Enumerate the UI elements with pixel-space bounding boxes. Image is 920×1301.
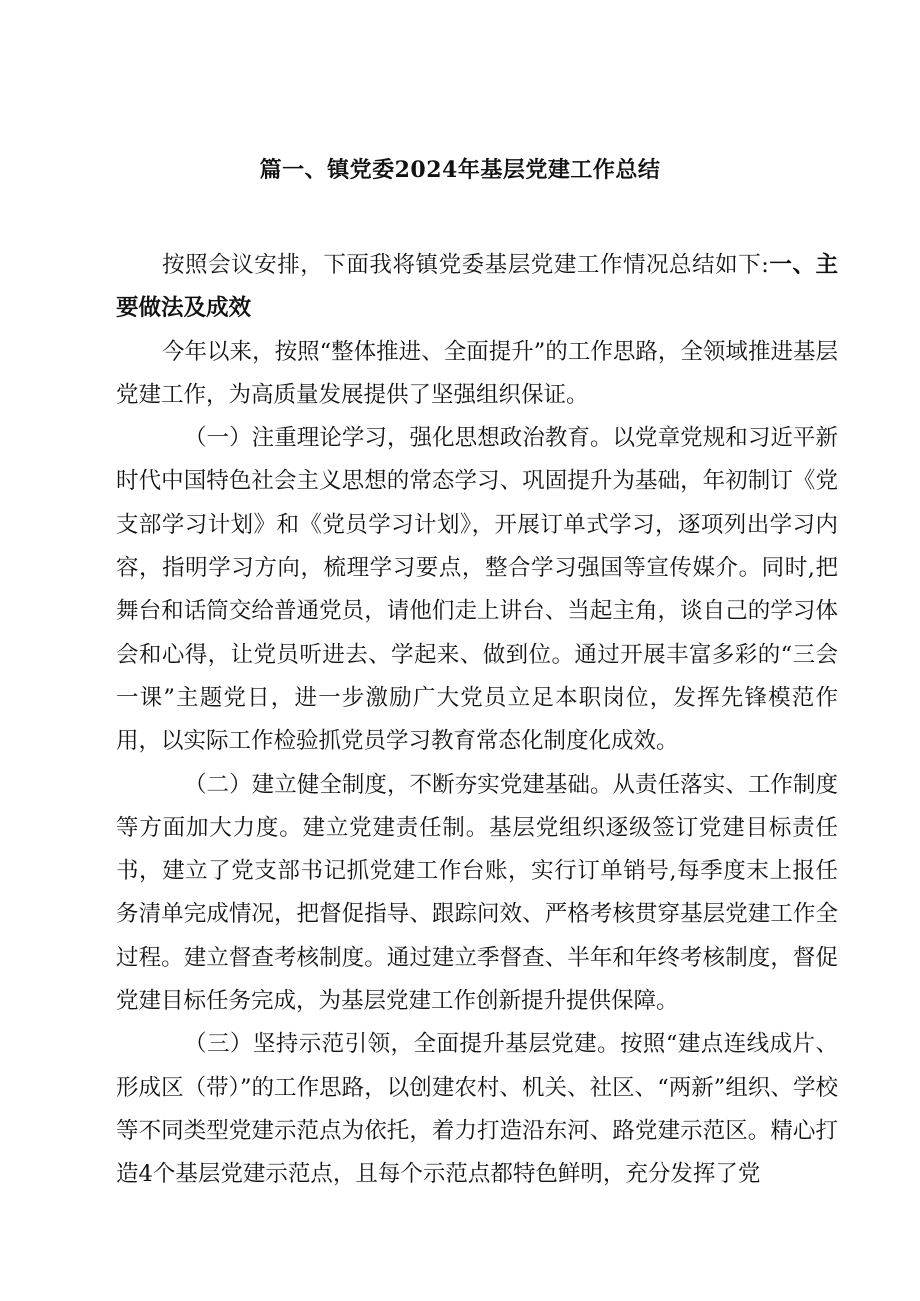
paragraph-overview: 今年以来，按照“整体推进、全面提升”的工作思路，全领域推进基层党建工作，为高质量发展提供了坚强组织保证。 (116, 338, 838, 408)
intro-paragraph (116, 244, 838, 331)
paragraph-demonstration: （三）坚持示范引领，全面提升基层党建。按照“建点连线成片、形成区（带）”的工作思路，以创建农村、机关、社区、“两新”组织、学校等不同类型党建示范点为依托，着力打造沿东河、路党建示范区。精心打造4个基层党建示范点，且每个示范点都特色鲜明，充分发挥了党 (116, 1031, 838, 1188)
document-body (116, 244, 838, 1197)
intro-text: 按照会议安排，下面我将镇党委基层党建工作情况总结如下: (162, 252, 769, 278)
paragraph-theory-study: （一）注重理论学习，强化思想政治教育。以党章党规和习近平新时代中国特色社会主义思想的常态学习、巩固提升为基础，年初制订《党支部学习计划》和《党员学习计划》，开展订单式学习，逐项列出学习内容，指明学习方向，梳理学习要点，整合学习强国等宣传媒介。同时,把舞台和话筒交给普通党员，请他们走上讲台、当起主角，谈自己的学习体会和心得，让党员听进去、学起来、做到位。通过开展丰富多彩的“三会一课”主题党日，进一步激励广大党员立足本职岗位，发挥先锋模范作用，以实际工作检验抓党员学习教育常态化制度化成效。 (116, 425, 838, 755)
paragraph-system-building: （二）建立健全制度，不断夯实党建基础。从责任落实、工作制度等方面加大力度。建立党建责任制。基层党组织逐级签订党建目标责任书，建立了党支部书记抓党建工作台账，实行订单销号,每季度末上报任务清单完成情况，把督促指导、跟踪问效、严格考核贯穿基层党建工作全过程。建立督查考核制度。通过建立季督查、半年和年终考核制度，督促党建目标任务完成，为基层党建工作创新提升提供保障。 (116, 771, 838, 1015)
document-title: 篇一、镇党委2024年基层党建工作总结 (259, 157, 661, 183)
section-heading: 一、主要做法及成效 (116, 252, 838, 322)
